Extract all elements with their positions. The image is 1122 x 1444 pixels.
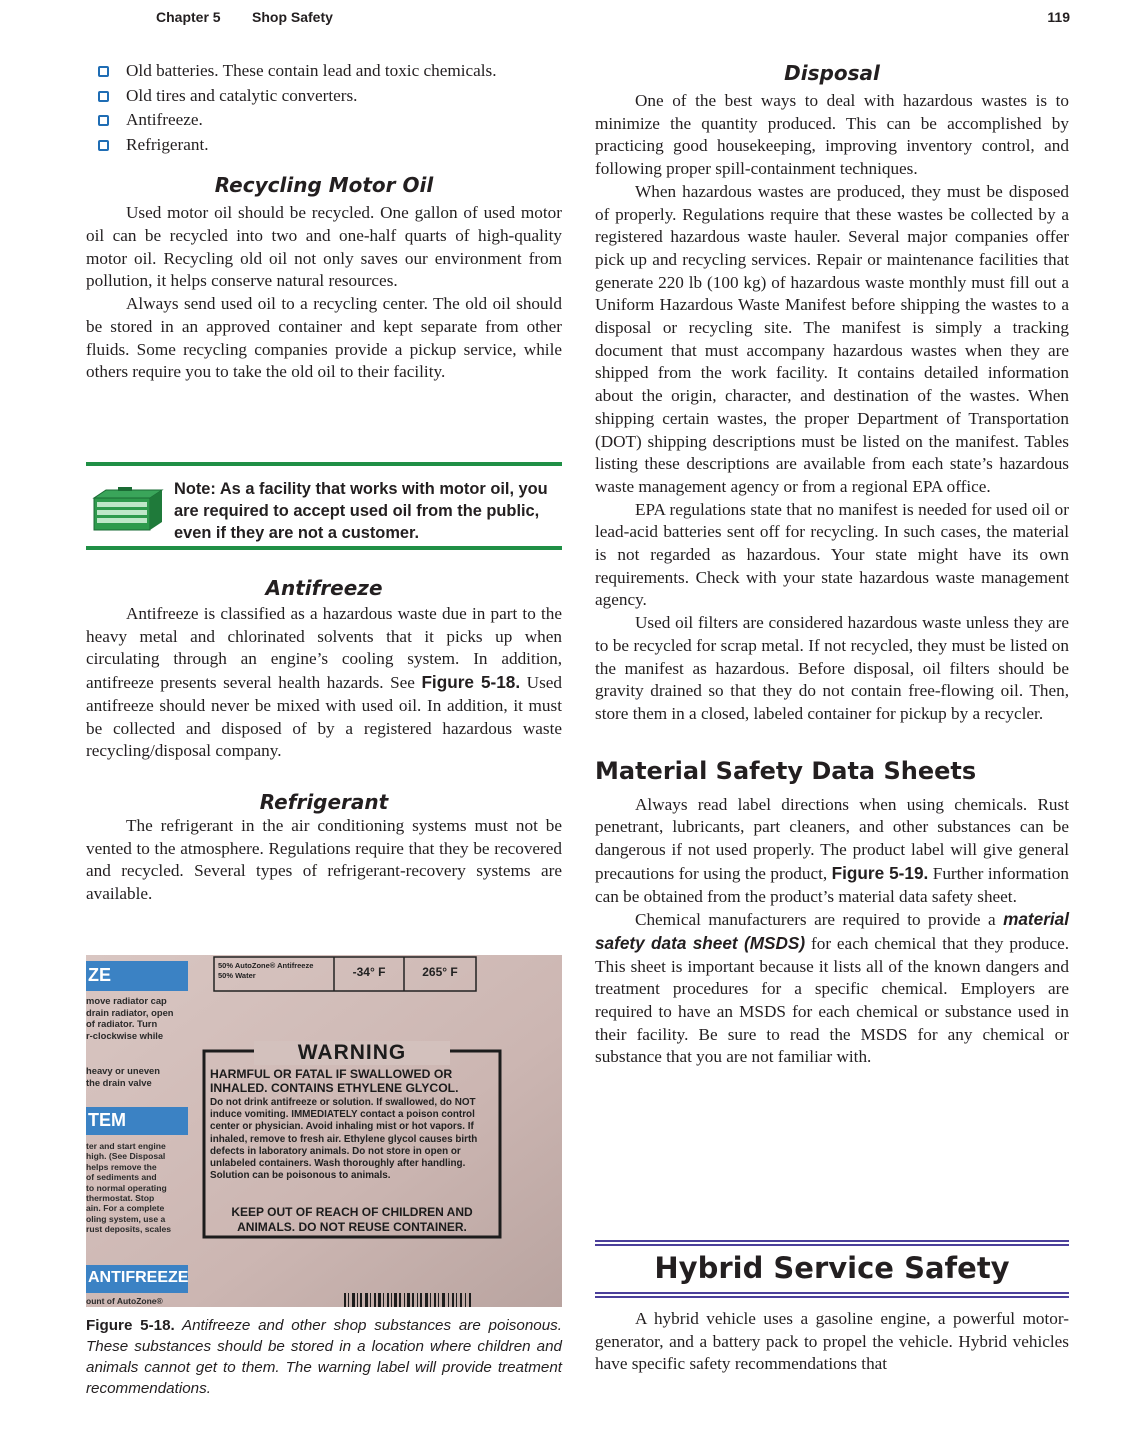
warning-footer-text: KEEP OUT OF REACH OF CHILDREN AND ANIMALS. DO NOT REUSE CONTAINER. [231,1205,473,1234]
side-instructions-1: move radiator cap drain radiator, open of radiator. Turn r-clockwise while [86,995,174,1041]
left-column-lower [86,575,562,906]
side-label-tem: TEM [88,1110,126,1130]
boil-point: 265° F [422,965,458,979]
recycling-heading: Recycling Motor Oil [214,173,434,198]
figure-reference: Figure 5-19. [831,862,929,883]
caption-label: Figure 5-18. [86,1317,175,1334]
warning-title: WARNING [254,1041,450,1065]
side-instructions-2: heavy or uneven the drain valve [86,1065,160,1088]
freeze-point: -34° F [352,965,386,979]
checkbox-icon [98,66,109,77]
section-label: Shop Safety [252,9,333,25]
page-number: 119 [1047,9,1070,25]
checkbox-icon [98,140,109,151]
note-box [86,462,562,550]
list-item: Old tires and catalytic converters. [86,85,562,110]
disposal-heading: Disposal [784,61,880,85]
msds-term: material safety data sheet (MSDS) [595,909,1069,953]
recycling-paragraph-1: Used motor oil should be recycled. One gallon of used motor oil can be recycled into two and one-half quarts of high-quality motor oil. Recycling old oil not only saves our environment from pollution, it helps conserve natural resources. [86,203,562,291]
toolbox-icon [88,486,164,532]
list-item: Refrigerant. [86,134,562,159]
right-column [595,60,1069,1069]
side-label-ze: ZE [88,965,112,985]
disposal-paragraph-2: When hazardous wastes are produced, they must be disposed of properly. Regulations require that these wastes be collected by a registered hazardous waste hauler. Several major companies offer pick up and recycling services. Repair or maintenance facilities that generate 220 lb (100 kg) of hazardous waste monthly must fill out a Uniform Hazardous Waste Manifest before shipping the wastes to a disposal or recycling site. The manifest is simply a tracking document that must accompany hazardous wastes when they are shipped from the work facility. It contains detailed information about the origin, character, and destination of the wastes. When shipping certain wastes, the proper Department of Transportation (DOT) shipping descriptions must be listed on the manifest. Tables listing these descriptions are available from each state’s hazardous waste management agency or from a regional EPA office. [595,181,1069,496]
disposal-paragraph-3: EPA regulations state that no manifest is needed for used oil or lead-acid batteries sent off for recycling. In such cases, the material is not regarded as hazardous. Your state might have its own requirements. Check with your state hazardous waste management agency. [595,499,1069,610]
bullet-list [86,60,562,158]
recycling-paragraph-2: Always send used oil to a recycling center. The old oil should be stored in an approved container and kept separate from other fluids. Some recycling companies provide a pickup service, while others require you to take the old oil to their facility. [86,294,562,382]
figure-caption: Figure 5-18. Antifreeze and other shop substances are poisonous. These substances should be stored in a location where children and animals cannot get to them. The warning label will provide treatment recommendations. [86,1317,562,1397]
mix-ratio: 50% AutoZone® Antifreeze 50% Water [218,961,314,980]
disposal-paragraph-4: Used oil filters are considered hazardous waste unless they are to be recycled for scrap metal. If not recycled, they must be listed on the manifest as hazardous. Before disposal, oil filters should be gravity drained so that they do not contain free-flowing oil. Then, store them in a closed, labeled container for pickup by a recycler. [595,613,1069,723]
running-header [156,9,1070,29]
disposal-paragraph-1: One of the best ways to deal with hazardous wastes is to minimize the quantity produced. This can be accomplished by practicing good housekeeping, improving inventory control, and following proper spill-containment techniques. [595,91,1069,179]
list-item: Old batteries. These contain lead and toxic chemicals. [86,60,562,85]
section-rule-top [595,1240,1069,1246]
antifreeze-label-photo [86,955,562,1307]
left-column [86,60,562,384]
side-label-antifreeze: ANTIFREEZE [88,1269,189,1286]
hybrid-paragraph: A hybrid vehicle uses a gasoline engine, a powerful motor-generator, and a battery pack to propel the vehicle. Hybrid vehicles have specific safety recommendations that [595,1309,1069,1374]
refrigerant-paragraph: The refrigerant in the air conditioning systems must not be vented to the atmosphere. Regulations require that they be recovered and recycled. Several types of refrigerant-recovery systems are available. [86,815,562,904]
antifreeze-paragraph: Antifreeze is classified as a hazardous waste due in part to the heavy metal and chlorinated solvents that it picks up when circulating through an engine’s cooling system. In addition, antifreeze presents several health hazards. See Figure 5-18. Used antifreeze should never be mixed with used oil. In addition, it must be collected and disposed of by a registered hazardous waste recycling/disposal company. [86,604,562,761]
checkbox-icon [98,115,109,126]
refrigerant-heading: Refrigerant [259,789,389,814]
hybrid-section [595,1308,1069,1376]
side-instructions-3: ter and start engine high. (See Disposal helps remove the of sediments and to normal operating thermostat. Stop ain. For a complete oling system, use a rust deposits, scales [86,1141,172,1235]
note-text: Note: As a facility that works with motor oil, you are required to accept used oil from the public, even if they are not a customer. [174,480,548,542]
section-rule-bottom [595,1292,1069,1298]
figure-reference: Figure 5-18. [421,672,521,693]
msds-heading: Material Safety Data Sheets [595,756,977,785]
msds-paragraph-2: Chemical manufacturers are required to provide a material safety data sheet (MSDS) for each chemical that they produce. This sheet is important because it lists all of the known dangers and treatment procedures for a specific chemical. Employers are required to have an MSDS for each chemical or substance used in their facility. Be sure to read the MSDS for any chemical or substance that you are not familiar with. [595,909,1069,1067]
list-item: Antifreeze. [86,109,562,134]
msds-paragraph-1: Always read label directions when using chemicals. Rust penetrant, lubricants, part cleaners, and other substances can be dangerous if not used properly. The product label will give general precautions for using the product, Figure 5-19. Further information can be obtained from the product’s material data safety sheet. [595,794,1069,906]
hybrid-heading: Hybrid Service Safety [654,1251,1010,1285]
bottom-left-text: ount of AutoZone® [86,1296,163,1306]
checkbox-icon [98,91,109,102]
warning-bold-text: HARMFUL OR FATAL IF SWALLOWED OR INHALED. CONTAINS ETHYLENE GLYCOL. [210,1067,459,1096]
warning-body-text: Do not drink antifreeze or solution. If swallowed, do NOT induce vomiting. IMMEDIATELY contact a poison control center or physician. Avoid inhaling mist or hot vapors. If inhaled, remove to fresh air. Ethylene glycol causes birth defects in laboratory animals. Do not store in open or unlabeled containers. Wash thoroughly after handling. Solution can be poisonous to animals. [210,1097,478,1182]
antifreeze-heading: Antifreeze [265,576,383,600]
chapter-label: Chapter 5 [156,9,221,25]
